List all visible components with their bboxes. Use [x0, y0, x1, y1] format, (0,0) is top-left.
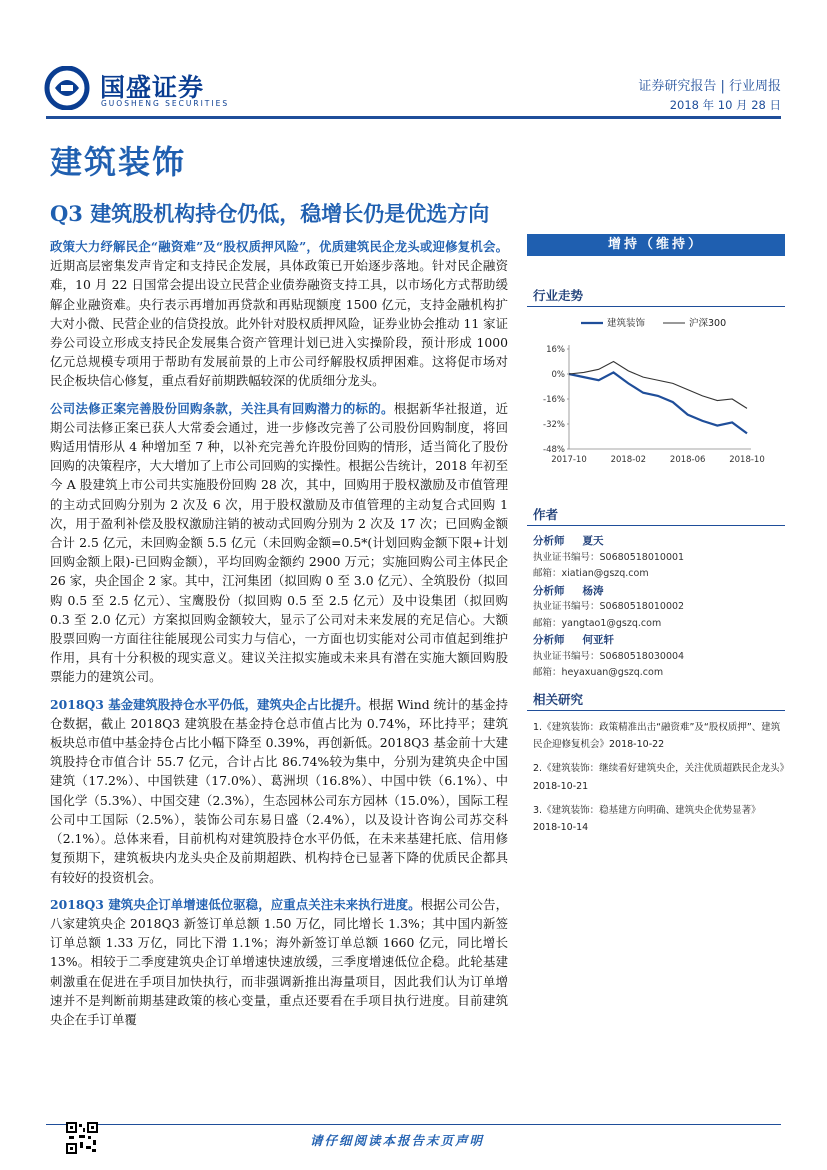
x-tick-label: 2018-02: [610, 455, 647, 465]
qr-code-icon: [66, 1122, 98, 1154]
legend-label: 建筑装饰: [607, 318, 646, 329]
analyst-email[interactable]: 邮箱：xiatian@gszq.com: [533, 568, 649, 579]
report-type: 证券研究报告 | 行业周报: [638, 79, 781, 94]
sector-title: 建筑装饰: [50, 143, 187, 181]
y-tick-label: 0%: [551, 370, 565, 380]
analyst-card: [527, 533, 785, 682]
related-research-item[interactable]: 1.《建筑装饰：政策精准出击“融资难”及“股权质押”、建筑民企迎修复机会》2018-10-22: [533, 721, 781, 751]
series-line-benchmark: [569, 362, 747, 409]
brand-name-en: GUOSHENG SECURITIES: [101, 99, 230, 108]
related-research-list: [527, 719, 785, 838]
paragraph-lead: 2018Q3 建筑央企订单增速低位驱稳，应重点关注未来执行进度。: [50, 896, 421, 912]
sidebar: [527, 234, 785, 843]
authors-heading: 作者: [527, 505, 785, 526]
performance-heading: 行业走势: [527, 286, 785, 307]
rating-badge: 增持（维持）: [527, 234, 785, 256]
analyst-email[interactable]: 邮箱：yangtao1@gszq.com: [533, 617, 662, 629]
analyst-name: 杨涛: [582, 584, 604, 597]
report-headline: Q3 建筑股机构持仓仍低，稳增长仍是优选方向: [50, 201, 490, 226]
related-research-item[interactable]: 2.《建筑装饰：继续看好建筑央企，关注优质超跌民企龙头》2018-10-21: [533, 763, 785, 792]
analyst-cert: 执业证书编号：S0680518030004: [533, 650, 685, 662]
x-tick-label: 2018-10: [729, 455, 765, 465]
y-tick-label: -16%: [543, 395, 565, 405]
legend-label: 沪深300: [689, 318, 727, 329]
company-logo: [44, 66, 230, 110]
guosheng-logo-icon: [44, 66, 90, 110]
main-column: [50, 237, 508, 1037]
x-tick-label: 2017-10: [551, 455, 587, 465]
related-research-heading: 相关研究: [527, 690, 785, 711]
performance-chart-svg: [527, 313, 785, 475]
paragraph-body: 根据 Wind 统计的基金持仓数据，截止 2018Q3 建筑股在基金持仓总市值占比为 0.74%，环比持平；建筑板块总市值中基金持仓占比小幅下降至 0.39%，再创新低。2018Q3 基金前十大建筑股持仓市值合计 55.7 亿元，合计占比 86.74%较为集中，分别为建筑央企中国建筑（17.2%）、中国铁建（17.0%）、葛洲坝（16.8%）、中国中铁（6.1%）、中国化学（5.3%）、中国交建（2.3%），生态园林公司东方园林（15.0%），国际工程公司中工国际（2.5%），装饰公司东易日盛（2.4%），以及设计咨询公司苏交科（2.1%）。总体来看，目前机构对建筑股持仓水平仍低，在未来基建托底、信用修复预期下，建筑板块内龙头央企及前期超跌、机构持仓已显著下降的优质民企都具有较好的投资机会。: [50, 696, 508, 885]
paragraph-fund-holdings: [50, 695, 508, 887]
x-tick-label: 2018-06: [669, 455, 706, 465]
disclaimer-note: 请仔细阅读本报告末页声明: [310, 1133, 485, 1148]
report-date: 2018 年 10 月 28 日: [669, 98, 781, 112]
analyst-title: 分析师: [533, 535, 565, 547]
analyst-cert: 执业证书编号：S0680518010001: [533, 551, 685, 563]
y-tick-label: 16%: [546, 345, 565, 355]
paragraph-lead: 公司法修正案完善股份回购条款，关注具有回购潜力的标的。: [50, 400, 394, 416]
paragraph-lead: 2018Q3 基金建筑股持仓水平仍低，建筑央企占比提升。: [50, 696, 369, 712]
analyst-title: 分析师: [533, 634, 565, 646]
performance-chart: [527, 313, 785, 475]
paragraph-policy: [50, 237, 508, 391]
paragraph-body: 根据公司公告，八家建筑央企 2018Q3 新签订单总额 1.50 万亿，同比增长 1.3%；其中国内新签订单总额 1.33 万亿，同比下滑 1.1%；海外新签订单总额 1660 亿元，同比增长 13%。相较于二季度建筑央企订单增速快速放缓，三季度增速低位企稳。此轮基建刺激重在促进在手项目加快执行，而非强调新推出海量项目，因此我们认为订单增速并不是判断前期基建政策的核心变量，重点还要看在手项目执行进度。目前建筑央企在手订单覆: [50, 896, 509, 1027]
paragraph-orders: [50, 895, 508, 1029]
analyst-cert: 执业证书编号：S0680518010002: [533, 601, 685, 612]
series-line-sector: [569, 372, 747, 433]
paragraph-body: 根据新华社报道，近期公司法修正案已获人大常委会通过，进一步修改完善了公司股份回购制度，将回购适用情形从 4 种增加至 7 种，以补充完善允许股份回购的情形，适当简化了股份回购的决策程序，大大增加了上市公司回购的实操性。根据公告统计，2018 年初至今 A 股建筑上市公司共实施股份回购 28 次，其中，回购用于股权激励及市值管理的主动式回购分别为 2 次及 6 次，用于股权激励及市值管理的主动复合式回购 1 次，用于盈利补偿及股权激励注销的被动式回购分别为 2 次及 17 次；已回购金额合计 2.5 亿元，未回购金额 5.5 亿元（未回购金额=0.5*(计划回购金额下限+计划回购金额上限)-已回购金额），平均回购金额约 2900 万元；实施回购公司主体民企 26 家，央企国企 2 家。其中，江河集团（拟回购 0 至 3.0 亿元）、全筑股份（拟回购 0.5 至 2.5 亿元）、宝鹰股份（拟回购 0.5 至 2.5 亿元）及中设集团（拟回购 0.3 至 2.0 亿元）方案拟回购金额较大，显示了公司对未来发展的充足信心。大额股票回购一方面往往能展现公司实力与信心，一方面也切实能对公司市值起到维护作用，具有十分积极的现实意义。建议关注拟实施或未来具有潜在实施大额回购股票能力的建筑公司。: [50, 400, 509, 685]
analyst-name: 夏天: [582, 535, 604, 547]
header-divider: [46, 116, 781, 119]
y-tick-label: -48%: [543, 445, 565, 455]
analyst-email[interactable]: 邮箱：heyaxuan@gszq.com: [533, 667, 664, 678]
paragraph-buyback: [50, 399, 508, 687]
brand-name-cn: 国盛证券: [100, 73, 205, 102]
footer-divider: [46, 1124, 781, 1125]
paragraph-body: 近期高层密集发声肯定和支持民企发展，具体政策已开始逐步落地。针对民企融资难，10 月 22 日国常会提出设立民营企业债券融资支持工具，以市场化方式帮助缓解企业融资难。央行表示再增加再贷款和再贴现额度 1500 亿元，支持金融机构扩大对小微、民营企业的信贷投放。此外针对股权质押风险，证券业协会推动 11 家证券公司设立形成支持民企发展集合资产管理计划已进入实操阶段，预计形成 1000 亿元总规模专项用于帮助有发展前景的上市公司纾解股权质押困难。这将促市场对民企板块信心修复，重点看好前期跌幅较深的优质细分龙头。: [50, 258, 508, 389]
y-tick-label: -32%: [543, 420, 565, 430]
analyst-title: 分析师: [533, 584, 565, 597]
analyst-name: 何亚轩: [582, 634, 614, 646]
paragraph-lead: 政策大力纾解民企“融资难”及“股权质押风险”，优质建筑民企龙头或迎修复机会。: [50, 239, 508, 254]
related-research-item[interactable]: 3.《建筑装饰：稳基建方向明确、建筑央企优势显著》2018-10-14: [533, 804, 761, 834]
